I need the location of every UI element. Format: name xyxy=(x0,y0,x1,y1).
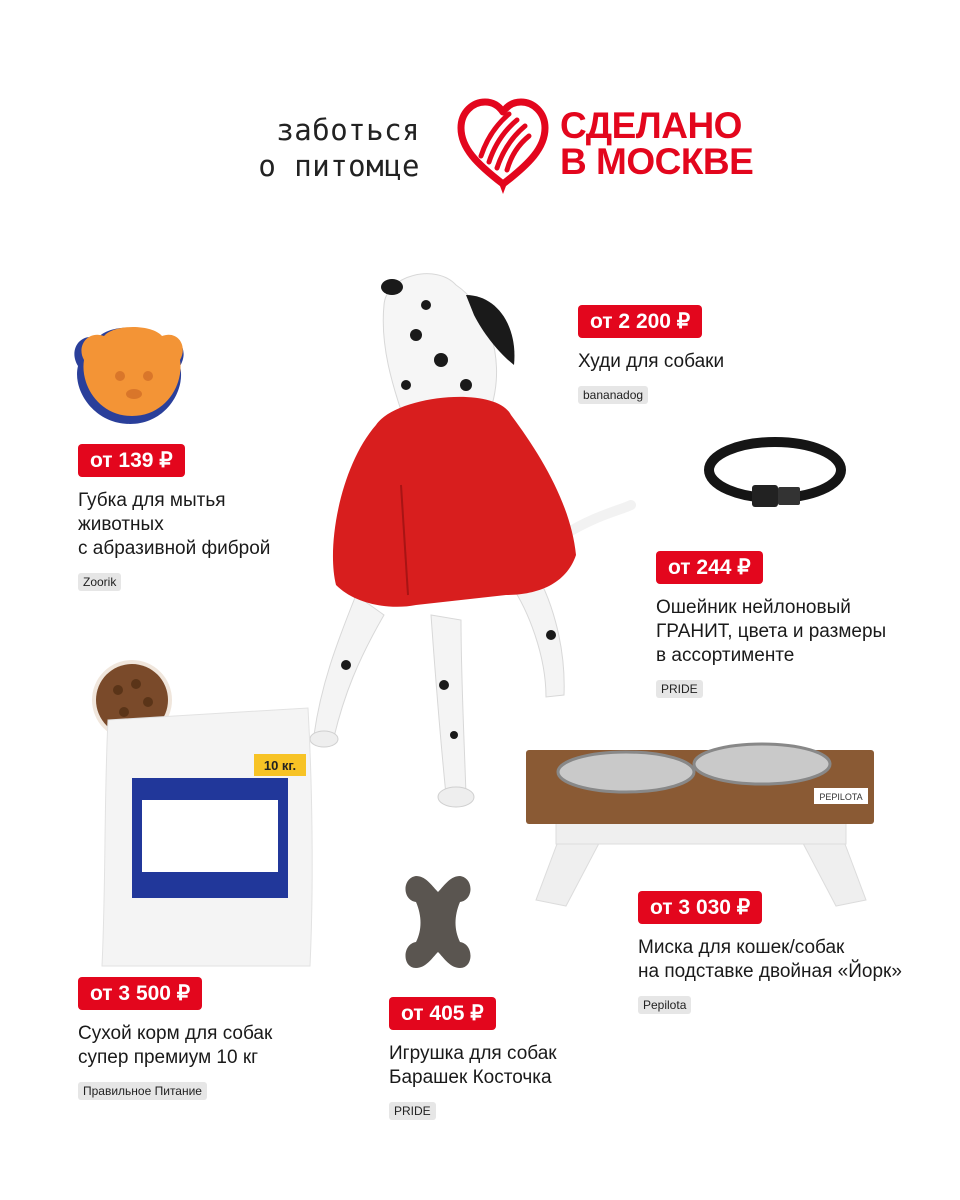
product-name-line: ГРАНИТ, цвета и размеры xyxy=(656,621,887,642)
price-badge: от 3 030 ₽ xyxy=(638,891,762,924)
product-bowl[interactable] xyxy=(638,891,902,1014)
price-badge: от 2 200 ₽ xyxy=(578,305,702,338)
logo-line-1: СДЕЛАНО xyxy=(560,105,742,146)
dog-food-bag-image xyxy=(88,660,316,972)
bag-weight-label: 10 кг. xyxy=(263,758,297,773)
product-name-line: Сухой корм для собак xyxy=(78,1023,273,1044)
product-name-line: Игрушка для собак xyxy=(389,1043,557,1064)
price-badge: от 139 ₽ xyxy=(78,444,185,477)
product-sponge[interactable] xyxy=(78,444,270,591)
product-name xyxy=(656,596,886,668)
product-name-line: Губка для мытья xyxy=(78,490,226,511)
product-name-line: на подставке двойная «Йорк» xyxy=(638,961,902,982)
product-name-line: Миска для кошек/собак xyxy=(638,937,845,958)
product-name-line: животных xyxy=(78,514,164,535)
product-collar[interactable] xyxy=(656,551,886,698)
sponge-image xyxy=(68,320,190,428)
tagline-line-2: о питомце xyxy=(258,149,420,183)
brand-tag[interactable]: PRIDE xyxy=(656,680,703,698)
price-badge: от 244 ₽ xyxy=(656,551,763,584)
stand-brand-label: PEPILOTA xyxy=(819,792,863,802)
product-name-line: в ассортименте xyxy=(656,645,795,666)
price-badge: от 405 ₽ xyxy=(389,997,496,1030)
product-name xyxy=(389,1042,557,1090)
made-in-moscow-logo xyxy=(560,105,754,182)
brand-tag[interactable]: PRIDE xyxy=(389,1102,436,1120)
product-name xyxy=(578,350,724,374)
brand-tag[interactable]: Правильное Питание xyxy=(78,1082,207,1100)
brand-tag[interactable]: Zoorik xyxy=(78,573,121,591)
product-name xyxy=(78,1022,272,1070)
product-name-line: с абразивной фиброй xyxy=(78,538,271,559)
product-name-line: Ошейник нейлоновый xyxy=(656,597,851,618)
bone-toy-image xyxy=(402,872,474,972)
product-name-line: Худи для собаки xyxy=(578,351,725,372)
header-tagline xyxy=(258,112,420,184)
tagline-line-1: заботься xyxy=(276,113,420,147)
brand-tag[interactable]: bananadog xyxy=(578,386,648,404)
product-dog-food[interactable] xyxy=(78,977,272,1100)
product-hoodie[interactable] xyxy=(578,305,724,404)
hoodie-shape xyxy=(333,397,576,607)
product-bone-toy[interactable] xyxy=(389,997,557,1120)
double-bowl-image xyxy=(526,730,876,912)
product-name xyxy=(78,489,270,561)
heart-logo-icon xyxy=(457,98,549,198)
price-badge: от 3 500 ₽ xyxy=(78,977,202,1010)
product-name xyxy=(638,936,902,984)
collar-image xyxy=(700,425,850,525)
product-name-line: Барашек Косточка xyxy=(389,1067,552,1088)
logo-line-2: В МОСКВЕ xyxy=(560,141,754,182)
product-name-line: супер премиум 10 кг xyxy=(78,1047,259,1068)
brand-tag[interactable]: Pepilota xyxy=(638,996,691,1014)
